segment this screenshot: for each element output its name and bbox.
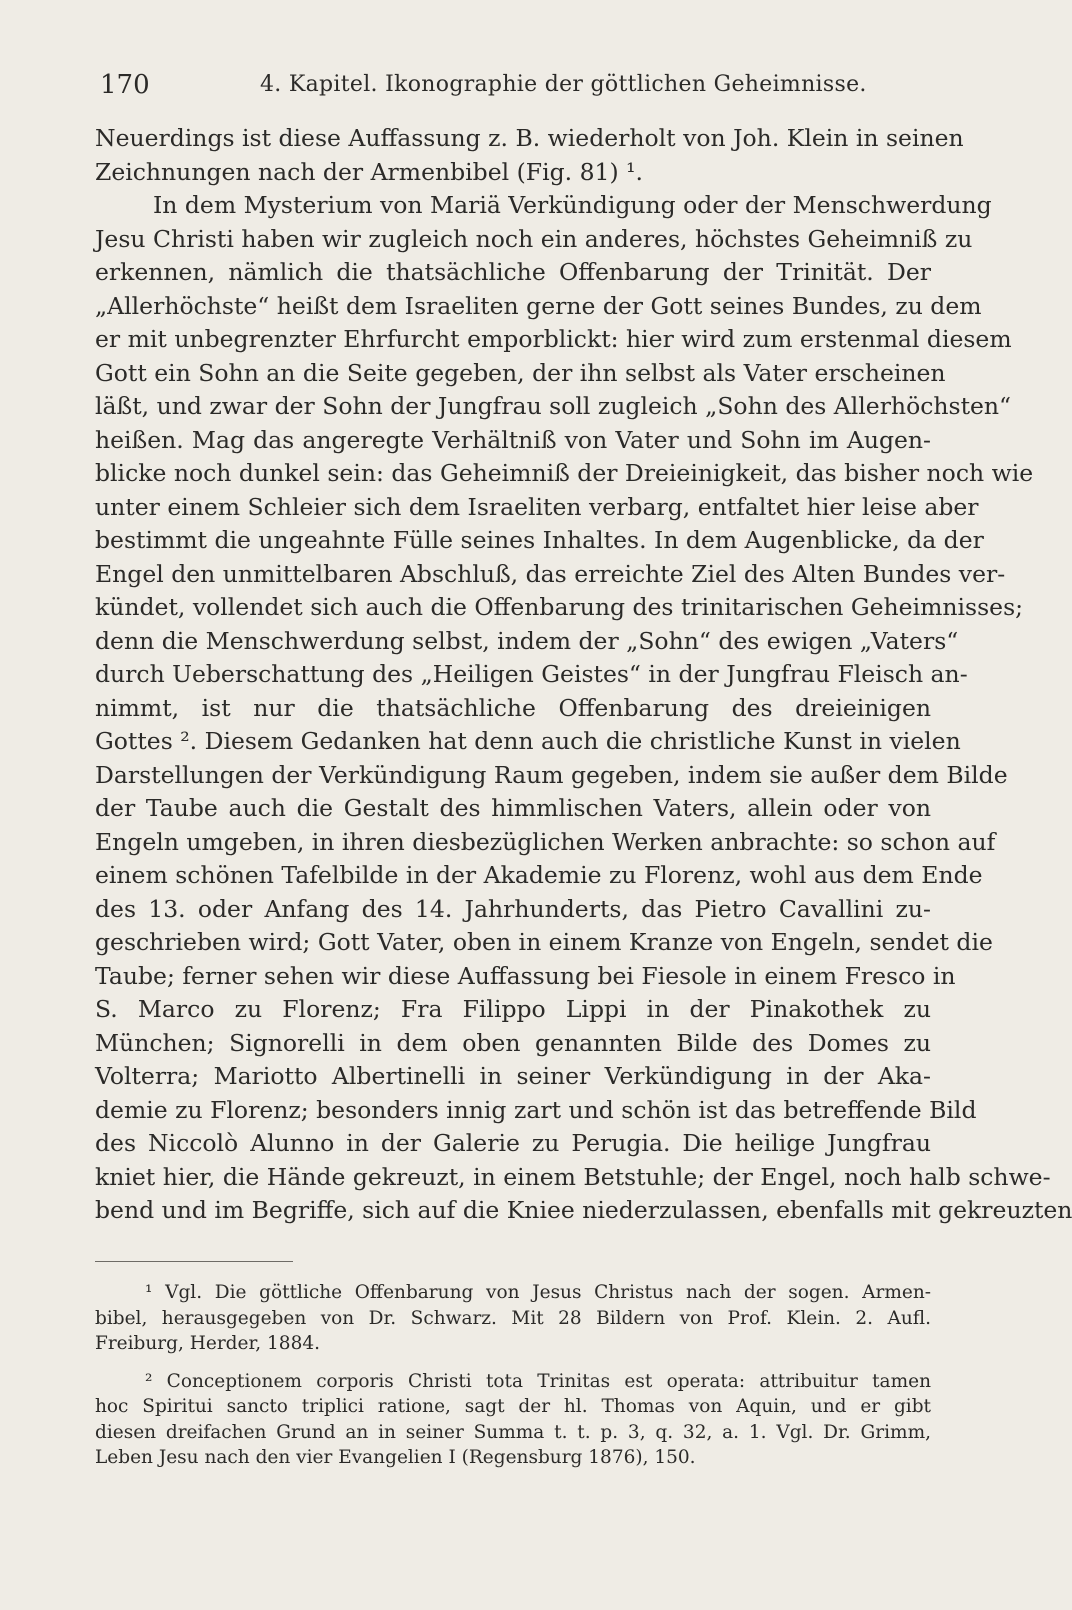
body-text: [95, 122, 1072, 1228]
text-line: Taube; ferner sehen wir diese Auffassung bei Fiesole in einem Fresco in: [95, 961, 956, 990]
text-line: des Niccolò Alunno in der Galerie zu Perugia. Die heilige Jungfrau: [95, 1129, 931, 1157]
text-line: läßt, und zwar der Sohn der Jungfrau soll zugleich „Sohn des Allerhöchsten“: [95, 392, 1012, 420]
text-line: Jesu Christi haben wir zugleich noch ein anderes, höchstes Geheimniß zu: [95, 224, 973, 253]
text-line: S. Marco zu Florenz; Fra Filippo Lippi in der Pinakothek zu: [95, 995, 931, 1023]
text-line: Darstellungen der Verkündigung Raum gegeben, indem sie außer dem Bilde: [95, 760, 1008, 789]
footnote-gap: [95, 1357, 931, 1369]
page-number: 170: [100, 70, 150, 100]
text-line: Engel den unmittelbaren Abschluß, das erreichte Ziel des Alten Bundes ver-: [95, 559, 1006, 588]
footnote-1-line: ¹ Vgl. Die göttliche Offenbarung von Jesus Christus nach der sogen. Armen-: [145, 1282, 931, 1303]
text-line: der Taube auch die Gestalt des himmlischen Vaters, allein oder von: [95, 794, 931, 822]
footnote-1-line: Freiburg, Herder, 1884.: [95, 1333, 320, 1354]
text-line: demie zu Florenz; besonders innig zart und schön ist das betreffende Bild: [95, 1095, 977, 1124]
page-header: [100, 70, 930, 106]
text-line: Volterra; Mariotto Albertinelli in seiner Verkündigung in der Aka-: [95, 1062, 931, 1090]
text-line: Engeln umgeben, in ihren diesbezüglichen Werken anbrachte: so schon auf: [95, 827, 996, 856]
text-line: nimmt, ist nur die thatsächliche Offenbarung des dreieinigen: [95, 693, 931, 722]
footnote-2-line: diesen dreifachen Grund an in seiner Summa t. t. p. 3, q. 32, a. 1. Vgl. Dr. Grimm,: [95, 1421, 931, 1443]
text-line: Neuerdings ist diese Auffassung z. B. wiederholt von Joh. Klein in seinen: [95, 124, 964, 152]
text-line: unter einem Schleier sich dem Israeliten verbarg, entfaltet hier leise aber: [95, 492, 979, 521]
text-line: heißen. Mag das angeregte Verhältniß von Vater und Sohn im Augen-: [95, 425, 931, 454]
text-line: München; Signorelli in dem oben genannten Bilde des Domes zu: [95, 1028, 931, 1057]
text-line: des 13. oder Anfang des 14. Jahrhunderts, das Pietro Cavallini zu-: [95, 894, 931, 923]
text-line: Gottes ². Diesem Gedanken hat denn auch die christliche Kunst in vielen: [95, 727, 961, 755]
text-line: erkennen, nämlich die thatsächliche Offenbarung der Trinität. Der: [95, 258, 931, 286]
text-line: blicke noch dunkel sein: das Geheimniß der Dreieinigkeit, das bisher noch wie: [95, 459, 1034, 487]
footnotes: [95, 1280, 931, 1471]
text-line: In dem Mysterium von Mariä Verkündigung oder der Menschwerdung: [153, 191, 992, 219]
text-line: Gott ein Sohn an die Seite gegeben, der ihn selbst als Vater erscheinen: [95, 358, 946, 387]
text-line: einem schönen Tafelbilde in der Akademie zu Florenz, wohl aus dem Ende: [95, 861, 983, 889]
footnote-2-line: ² Conceptionem corporis Christi tota Trinitas est operata: attribuitur tamen: [145, 1370, 931, 1392]
footnote-divider: [95, 1261, 293, 1262]
footnote-2-line: hoc Spiritui sancto triplici ratione, sagt der hl. Thomas von Aquin, und er gibt: [95, 1396, 931, 1417]
text-line: „Allerhöchste“ heißt dem Israeliten gerne der Gott seines Bundes, zu dem: [95, 291, 982, 320]
footnote-2-line: Leben Jesu nach den vier Evangelien I (Regensburg 1876), 150.: [95, 1447, 696, 1468]
text-line: bestimmt die ungeahnte Fülle seines Inhaltes. In dem Augenblicke, da der: [95, 526, 984, 554]
text-line: durch Ueberschattung des „Heiligen Geistes“ in der Jungfrau Fleisch an-: [95, 660, 968, 688]
running-head: 4. Kapitel. Ikonographie der göttlichen Geheimnisse.: [260, 72, 867, 97]
text-line: geschrieben wird; Gott Vater, oben in einem Kranze von Engeln, sendet die: [95, 928, 993, 956]
text-line: Zeichnungen nach der Armenbibel (Fig. 81) ¹.: [95, 157, 644, 186]
text-line: kündet, vollendet sich auch die Offenbarung des trinitarischen Geheimnisses;: [95, 593, 1024, 621]
footnote-1-line: bibel, herausgegeben von Dr. Schwarz. Mit 28 Bildern von Prof. Klein. 2. Aufl.: [95, 1307, 931, 1329]
text-line: kniet hier, die Hände gekreuzt, in einem Betstuhle; der Engel, noch halb schwe-: [95, 1162, 1051, 1191]
text-line: denn die Menschwerdung selbst, indem der „Sohn“ des ewigen „Vaters“: [95, 626, 959, 655]
text-line: er mit unbegrenzter Ehrfurcht emporblickt: hier wird zum erstenmal diesem: [95, 325, 1012, 353]
text-line: bend und im Begriffe, sich auf die Kniee niederzulassen, ebenfalls mit gekreuzten: [95, 1196, 1072, 1224]
